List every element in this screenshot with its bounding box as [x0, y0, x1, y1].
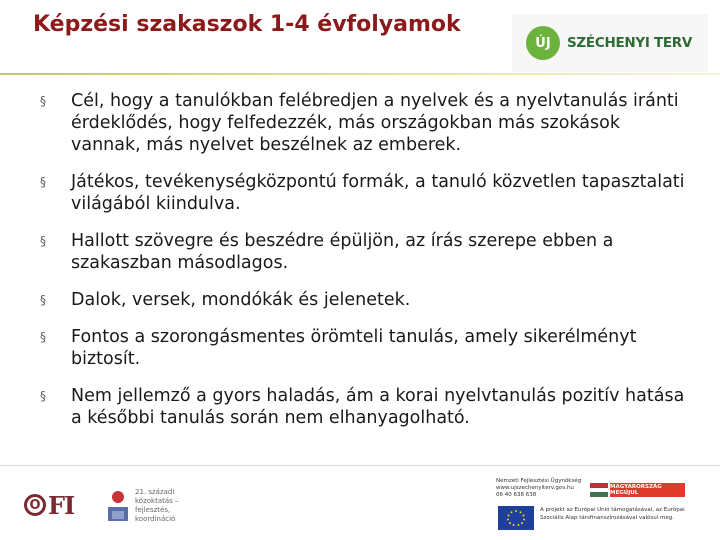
nfu-contact [496, 478, 592, 499]
koordinacio-text: 21. századi közoktatás – fejlesztés, koordináció [135, 488, 179, 523]
bullet-marker-icon: § [40, 293, 46, 307]
bullet-item [40, 385, 690, 429]
koordinacio-logo [106, 480, 210, 532]
eu-flag-icon [498, 506, 534, 530]
nfu-line: 06 40 638 638 [496, 492, 537, 498]
bullet-marker-icon: § [40, 234, 46, 248]
hungarian-flag-icon [590, 483, 608, 497]
uj-badge-icon: ÚJ [526, 26, 560, 60]
bullet-item [40, 171, 690, 215]
bullet-marker-icon: § [40, 94, 46, 108]
bullet-text: Cél, hogy a tanulókban felébredjen a nyelvek és a nyelvtanulás iránti érdeklődés, hogy felfedezzék, más országokban más szokások vannak, más nyelvet beszélnek az emberek. [71, 91, 679, 155]
bullet-text: Fontos a szorongásmentes örömteli tanulás, amely sikerélményt biztosít. [71, 327, 637, 369]
bullet-text: Nem jellemző a gyors haladás, ám a korai nyelvtanulás pozitív hatása a későbbi tanulás során nem elhanyagolható. [71, 386, 685, 428]
bullet-text: Dalok, versek, mondókák és jelenetek. [71, 290, 411, 310]
ofi-logo [24, 488, 94, 522]
footer-divider [0, 465, 720, 466]
magyarorszag-megujul-badge: MAGYARORSZÁG MEGÚJUL [610, 483, 685, 497]
szechenyi-terv-text: SZÉCHENYI TERV [567, 35, 693, 51]
koordinacio-icon [106, 489, 130, 523]
nfu-line: Nemzeti Fejlesztési Ügynökség [496, 478, 582, 484]
bullet-text: Játékos, tevékenységközpontú formák, a tanuló közvetlen tapasztalati világából kiindulva. [71, 172, 685, 214]
eu-line: Szociális Alap társfinanszírozásával valósul meg. [540, 514, 675, 521]
eu-funding-text [540, 507, 690, 522]
bullet-item [40, 230, 690, 274]
szechenyi-terv-logo [512, 14, 708, 72]
slide-title: Képzési szakaszok 1-4 évfolyamok [33, 12, 461, 37]
nfu-line: www.ujszechenyiterv.gov.hu [496, 485, 574, 491]
ofi-mark-icon: O [24, 494, 46, 516]
bullet-marker-icon: § [40, 389, 46, 403]
bullet-item [40, 289, 690, 311]
bullet-marker-icon: § [40, 175, 46, 189]
bullet-list [40, 90, 690, 444]
title-divider [0, 73, 720, 75]
bullet-item [40, 326, 690, 370]
bullet-marker-icon: § [40, 330, 46, 344]
bullet-item [40, 90, 690, 156]
ofi-text: FI [48, 490, 75, 520]
eu-line: A projekt az Európai Unió támogatásával, az Európai [540, 507, 685, 513]
bullet-text: Hallott szövegre és beszédre épüljön, az írás szerepe ebben a szakaszban másodlagos. [71, 231, 614, 273]
